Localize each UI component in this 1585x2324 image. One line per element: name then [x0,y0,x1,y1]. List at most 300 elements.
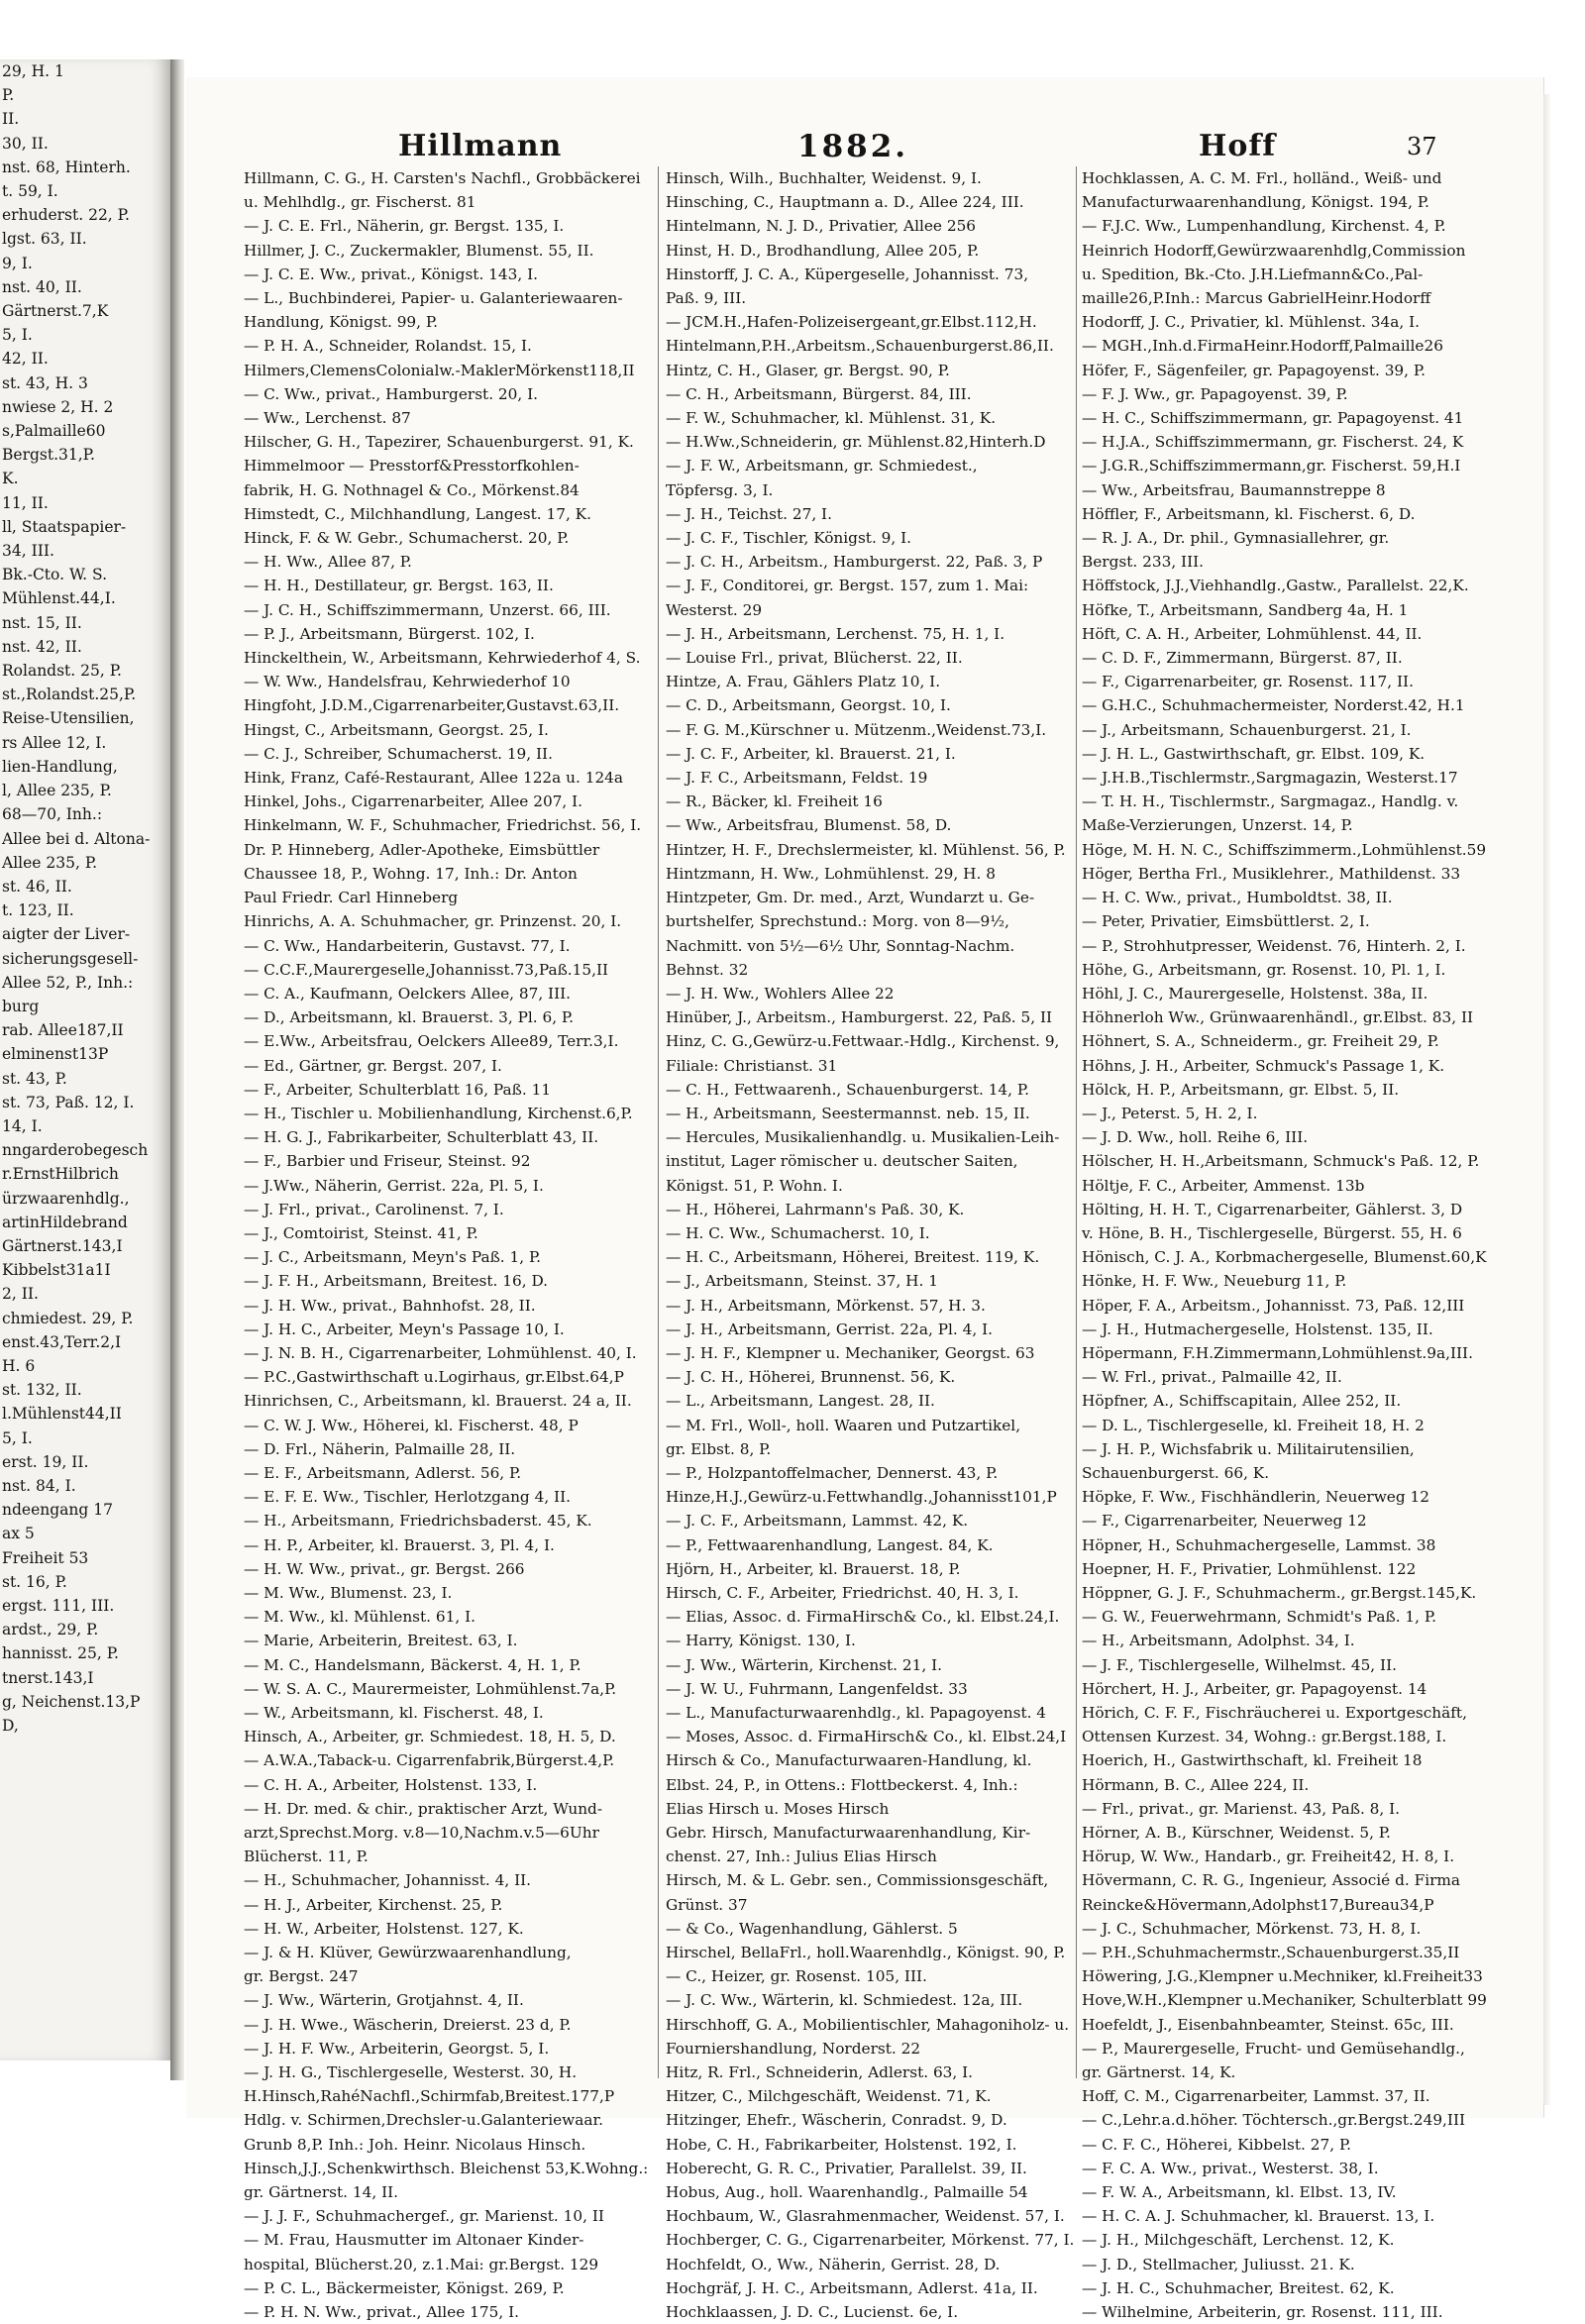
directory-entry: — W. Frl., privat., Palmaille 42, II. [1082,1368,1342,1387]
book-gutter [170,59,184,2080]
directory-entry: Elbst. 24, P., in Ottens.: Flottbeckerst. 4, Inh.: [666,1775,1018,1794]
directory-entry: — Ed., Gärtner, gr. Bergst. 207, I. [244,1056,502,1075]
left-facing-page-fragment [0,59,172,2060]
directory-entry: Hintzer, H. F., Drechslermeister, kl. Mühlenst. 56, P. [666,840,1066,859]
directory-column-1 [244,166,649,2322]
left-page-text-fragment: lgst. 63, II. [2,230,87,249]
directory-entry: — J. H. C., Arbeiter, Meyn's Passage 10, I. [244,1320,565,1338]
directory-entry: chenst. 27, Inh.: Julius Elias Hirsch [666,1848,937,1866]
directory-entry: — H. C. Ww., Schumacherst. 10, I. [666,1223,930,1242]
directory-entry: Gebr. Hirsch, Manufacturwaarenhandlung, Kir- [666,1824,1031,1843]
directory-entry: — P.C.,Gastwirthschaft u.Logirhaus, gr.Elbst.64,P [244,1368,624,1387]
directory-entry: — P., Holzpantoffelmacher, Dennerst. 43, P. [666,1463,999,1482]
directory-entry: Höppner, G. J. F., Schuhmacherm., gr.Bergst.145,K. [1082,1583,1477,1602]
directory-entry: Hövermann, C. R. G., Ingenieur, Associé d. Firma [1082,1871,1461,1890]
directory-entry: — J., Peterst. 5, H. 2, I. [1082,1104,1258,1122]
directory-entry: Hinckelthein, W., Arbeitsmann, Kehrwiederhof 4, S. [244,649,641,668]
directory-entry: Höffstock, J.J.,Viehhandlg.,Gastw., Parallelst. 22,K. [1082,577,1469,595]
directory-entry: — P. H. N. Ww., privat., Allee 175, I. [244,2303,519,2322]
directory-entry: — J. H., Arbeitsmann, Gerrist. 22a, Pl. 4, I. [666,1320,993,1338]
directory-entry: — C. H. A., Arbeiter, Holstenst. 133, I. [244,1775,538,1794]
directory-entry: Hirsch, C. F., Arbeiter, Friedrichst. 40, H. 3, I. [666,1583,1019,1602]
directory-entry: — L., Arbeitsmann, Langest. 28, II. [666,1392,935,1411]
directory-entry: H.Hinsch,RahéNachfl.,Schirmfab,Breitest.177,P [244,2087,615,2106]
directory-entry: Höltje, F. C., Arbeiter, Ammenst. 13b [1082,1176,1365,1195]
directory-entry: — H. Dr. med. & chir., praktischer Arzt, Wund- [244,1799,603,1818]
left-page-text-fragment: st. 73, Paß. 12, I. [2,1093,135,1111]
directory-entry: — JCM.H.,Hafen-Polizeisergeant,gr.Elbst.112,H. [666,313,1037,332]
left-page-text-fragment: Bergst.31,P. [2,446,95,465]
directory-entry: Bergst. 233, III. [1082,553,1205,572]
directory-entry: — Louise Frl., privat, Blücherst. 22, II. [666,649,963,668]
directory-entry: burtshelfer, Sprechstund.: Morg. von 8—9½, [666,912,1009,931]
directory-entry: Hinsching, C., Hauptmann a. D., Allee 224, III. [666,193,1024,212]
directory-entry: Hinst, H. D., Brodhandlung, Allee 205, P. [666,241,980,260]
directory-entry: Hinkel, Johs., Cigarrenarbeiter, Allee 207, I. [244,792,583,811]
directory-entry: — H. C. Ww., privat., Humboldtst. 38, II. [1082,889,1393,907]
directory-entry: — J. H. P., Wichsfabrik u. Militairutensilien, [1082,1439,1415,1458]
directory-entry: — C. Ww., privat., Hamburgerst. 20, I. [244,384,539,403]
directory-entry: Hdlg. v. Schirmen,Drechsler-u.Galanteriewaar. [244,2111,603,2130]
directory-entry: — P.H.,Schuhmachermstr.,Schauenburgerst.35,II [1082,1944,1460,1962]
directory-entry: — P. J., Arbeitsmann, Bürgerst. 102, I. [244,624,535,643]
directory-entry: Elias Hirsch u. Moses Hirsch [666,1799,890,1818]
left-page-text-fragment: P. [2,86,15,105]
directory-entry: — J. H. C., Schuhmacher, Breitest. 62, K. [1082,2278,1395,2297]
left-page-text-fragment: chmiedest. 29, P. [2,1309,134,1327]
left-page-text-fragment: elminenst13P [2,1045,109,1064]
directory-entry: Hinüber, J., Arbeitsm., Hamburgerst. 22, Paß. 5, II [666,1008,1053,1027]
directory-entry: — Frl., privat., gr. Marienst. 43, Paß. 8, I. [1082,1799,1401,1818]
directory-entry: — J. H. Wwe., Wäscherin, Dreierst. 23 d, P. [244,2015,572,2034]
directory-entry: — J., Arbeitsmann, Schauenburgerst. 21, I. [1082,720,1412,739]
directory-entry: — W. Ww., Handelsfrau, Kehrwiederhof 10 [244,673,571,691]
directory-entry: — J. H. G., Tischlergeselle, Westerst. 30, H. [244,2063,578,2082]
left-page-text-fragment: g, Neichenst.13,P [2,1692,141,1711]
directory-entry: Hoepner, H. F., Privatier, Lohmühlenst. 122 [1082,1559,1417,1578]
left-page-text-fragment: t. 123, II. [2,901,74,920]
directory-entry: Hölting, H. H. T., Cigarrenarbeiter, Gählerst. 3, D [1082,1200,1463,1218]
directory-entry: Hirsch, M. & L. Gebr. sen., Commissionsgeschäft, [666,1871,1049,1890]
left-page-text-fragment: lien-Handlung, [2,757,118,776]
directory-entry: Hoff, C. M., Cigarrenarbeiter, Lammst. 37, II. [1082,2087,1430,2106]
page-header [186,129,1543,168]
left-page-text-fragment: r.ErnstHilbrich [2,1165,119,1184]
directory-entry: — R. J. A., Dr. phil., Gymnasiallehrer, gr. [1082,529,1390,548]
header-last-entry: Hoff [1199,129,1277,163]
directory-entry: gr. Gärtnerst. 14, II. [244,2183,399,2202]
left-page-text-fragment: rab. Allee187,II [2,1021,124,1040]
directory-entry: — H. W. Ww., privat., gr. Bergst. 266 [244,1559,525,1578]
directory-entry: Hochbaum, W., Glasrahmenmacher, Weidenst. 57, I. [666,2207,1065,2226]
directory-entry: Grünst. 37 [666,1895,748,1914]
directory-entry: Fourniershandlung, Norderst. 22 [666,2039,921,2058]
directory-entry: — Marie, Arbeiterin, Breitest. 63, I. [244,1632,518,1650]
directory-entry: Hinz, C. G.,Gewürz-u.Fettwaar.-Hdlg., Kirchenst. 9, [666,1032,1060,1051]
directory-entry: — J. H. Ww., Wohlers Allee 22 [666,984,895,1003]
directory-entry: — Ww., Lerchenst. 87 [244,409,411,428]
directory-entry: Schauenburgerst. 66, K. [1082,1463,1270,1482]
directory-entry: — Elias, Assoc. d. FirmaHirsch& Co., kl. Elbst.24,I. [666,1608,1060,1627]
left-page-text-fragment: artinHildebrand [2,1213,128,1231]
directory-entry: Hintelmann, N. J. D., Privatier, Allee 256 [666,217,977,236]
directory-entry: Dr. P. Hinneberg, Adler-Apotheke, Eimsbüttler [244,840,600,859]
directory-entry: Hintzmann, H. Ww., Lohmühlenst. 29, H. 8 [666,864,996,883]
directory-entry: — J. F. W., Arbeitsmann, gr. Schmiedest., [666,457,978,475]
directory-entry: Hingfoht, J.D.M.,Cigarrenarbeiter,Gustavst.63,II. [244,696,620,715]
left-page-text-fragment: t. 59, I. [2,182,58,201]
directory-entry: Hilscher, G. H., Tapezirer, Schauenburgerst. 91, K. [244,433,634,452]
directory-entry: — W. S. A. C., Maurermeister, Lohmühlenst.7a,P. [244,1679,617,1698]
directory-entry: — C.C.F.,Maurergeselle,Johannisst.73,Paß.15,II [244,960,609,979]
directory-entry: — H. J., Arbeiter, Kirchenst. 25, P. [244,1895,503,1914]
directory-entry: Hinstorff, J. C. A., Küpergeselle, Johannisst. 73, [666,264,1029,283]
directory-entry: — J. J. F., Schuhmachergef., gr. Marienst. 10, II [244,2207,604,2226]
left-page-text-fragment: st. 43, P. [2,1069,67,1088]
directory-entry: Blücherst. 11, P. [244,1848,369,1866]
directory-entry: Hirschel, BellaFrl., holl.Waarenhdlg., Königst. 90, P. [666,1944,1066,1962]
directory-entry: — J. H., Arbeitsmann, Mörkenst. 57, H. 3. [666,1296,986,1315]
directory-entry: Hinkelmann, W. F., Schuhmacher, Friedrichst. 56, I. [244,816,642,835]
directory-entry: — J. C. H., Arbeitsm., Hamburgerst. 22, Paß. 3, P [666,553,1043,572]
directory-entry: — H.Ww.,Schneiderin, gr. Mühlenst.82,Hinterh.D [666,433,1046,452]
directory-entry: Hink, Franz, Café-Restaurant, Allee 122a u. 124a [244,769,624,788]
header-year: 1882. [797,129,909,164]
directory-entry: — C. J., Schreiber, Schumacherst. 19, II. [244,744,553,763]
directory-entry: — J. F. H., Arbeitsmann, Breitest. 16, D. [244,1272,549,1291]
directory-entry: — C. Ww., Handarbeiterin, Gustavst. 77, I. [244,936,571,955]
left-page-text-fragment: 5, I. [2,326,33,345]
directory-entry: — J. H., Milchgeschäft, Lerchenst. 12, K. [1082,2231,1395,2250]
directory-entry: — H.J.A., Schiffszimmermann, gr. Fischerst. 24, K [1082,433,1464,452]
directory-entry: u. Spedition, Bk.-Cto. J.H.Liefmann&Co.,Pal- [1082,264,1424,283]
page-edge [1543,94,1551,2105]
left-page-text-fragment: sicherungsgesell- [2,949,139,968]
directory-entry: Höge, M. H. N. C., Schiffszimmerm.,Lohmühlenst.59 [1082,840,1487,859]
directory-entry: Chaussee 18, P., Wohng. 17, Inh.: Dr. Anton [244,864,578,883]
directory-entry: — J., Comtoirist, Steinst. 41, P. [244,1223,478,1242]
directory-entry: Hinsch,J.J.,Schenkwirthsch. Bleichenst 53,K.Wohng.: [244,2159,649,2177]
left-page-text-fragment: Kibbelst31a1I [2,1261,111,1280]
directory-entry: — F. W. A., Arbeitsmann, kl. Elbst. 13, IV. [1082,2183,1397,2202]
directory-page [186,77,1544,2322]
directory-entry: Hitzer, C., Milchgeschäft, Weidenst. 71, K. [666,2087,992,2106]
directory-entry: — Hercules, Musikalienhandlg. u. Musikalien-Leih- [666,1128,1060,1147]
directory-entry: — M. Ww., Blumenst. 23, I. [244,1583,453,1602]
directory-entry: — H. C., Arbeitsmann, Höherei, Breitest. 119, K. [666,1248,1040,1267]
left-page-text-fragment: ndeengang 17 [2,1501,113,1520]
directory-entry: — H. G. J., Fabrikarbeiter, Schulterblatt 43, II. [244,1128,599,1147]
directory-entry: Hitz, R. Frl., Schneiderin, Adlerst. 63, I. [666,2063,974,2082]
directory-entry: Nachmitt. von 5½—6½ Uhr, Sonntag-Nachm. [666,936,1015,955]
directory-entry: — J. F. C., Arbeitsmann, Feldst. 19 [666,769,928,788]
directory-entry: — J.H.B.,Tischlermstr.,Sargmagazin, Westerst.17 [1082,769,1458,788]
left-page-text-fragment: nst. 68, Hinterh. [2,158,131,176]
left-page-text-fragment: 11, II. [2,493,49,512]
left-page-text-fragment: Freiheit 53 [2,1548,89,1567]
directory-entry: — L., Manufacturwaarenhdlg., kl. Papagoyenst. 4 [666,1704,1047,1722]
left-page-text-fragment: st. 43, H. 3 [2,373,88,392]
directory-entry: Hoerich, H., Gastwirthschaft, kl. Freiheit 18 [1082,1751,1423,1770]
directory-entry: Hochberger, C. G., Cigarrenarbeiter, Mörkenst. 77, I. [666,2231,1075,2250]
directory-entry: — M. Ww., kl. Mühlenst. 61, I. [244,1608,476,1627]
directory-entry: — Peter, Privatier, Eimsbüttlerst. 2, I. [1082,912,1370,931]
directory-entry: — H., Arbeitsmann, Adolphst. 34, I. [1082,1632,1355,1650]
directory-entry: Paß. 9, III. [666,289,747,308]
column-rule [658,166,659,2078]
left-page-text-fragment: ergst. 111, III. [2,1597,115,1615]
directory-entry: — J. C. H., Schiffszimmermann, Unzerst. 66, III. [244,600,611,619]
directory-entry: Hörup, W. Ww., Handarb., gr. Freiheit42, H. 8, I. [1082,1848,1455,1866]
directory-entry: — D., Arbeitsmann, kl. Brauerst. 3, Pl. 6, P. [244,1008,574,1027]
directory-entry: — H. C., Schiffszimmermann, gr. Papagoyenst. 41 [1082,409,1464,428]
directory-entry: Hinsch, Wilh., Buchhalter, Weidenst. 9, I. [666,169,982,187]
directory-entry: — H. C. A. J. Schuhmacher, kl. Brauerst. 13, I. [1082,2207,1435,2226]
directory-entry: — J. H., Arbeitsmann, Lerchenst. 75, H. 1, I. [666,624,1005,643]
left-page-text-fragment: Gärtnerst.7,K [2,302,109,321]
directory-entry: Westerst. 29 [666,600,763,619]
directory-entry: — E.Ww., Arbeitsfrau, Oelckers Allee89, Terr.3,I. [244,1032,619,1051]
directory-entry: gr. Bergst. 247 [244,1967,359,1986]
directory-entry: Höfke, T., Arbeitsmann, Sandberg 4a, H. 1 [1082,600,1409,619]
left-page-text-fragment: st. 132, II. [2,1381,82,1400]
directory-entry: — J. H. Ww., privat., Bahnhofst. 28, II. [244,1296,536,1315]
directory-entry: — J.Ww., Näherin, Gerrist. 22a, Pl. 5, I. [244,1176,544,1195]
directory-entry: — J. C. E. Ww., privat., Königst. 143, I. [244,264,538,283]
left-page-text-fragment: K. [2,470,19,488]
directory-entry: Hönisch, C. J. A., Korbmachergeselle, Blumenst.60,K [1082,1248,1487,1267]
directory-entry: — F., Barbier und Friseur, Steinst. 92 [244,1152,531,1171]
directory-entry: Höger, Bertha Frl., Musiklehrer., Mathildenst. 33 [1082,864,1461,883]
page-number: 37 [1407,133,1437,160]
directory-entry: Hörich, C. F. F., Fischräucherei u. Exportgeschäft, [1082,1704,1467,1722]
directory-entry: Hochgräf, J. H. C., Arbeitsmann, Adlerst. 41a, II. [666,2278,1038,2297]
header-first-entry: Hillmann [398,129,563,163]
directory-entry: Töpfersg. 3, I. [666,480,774,499]
left-page-text-fragment: 2, II. [2,1285,39,1304]
left-page-text-fragment: nwiese 2, H. 2 [2,397,114,416]
column-rule [1076,166,1077,2078]
directory-entry: — J. C. F., Arbeiter, kl. Brauerst. 21, I. [666,744,956,763]
directory-entry: — J.G.R.,Schiffszimmermann,gr. Fischerst. 59,H.I [1082,457,1461,475]
directory-column-2 [666,166,1075,2322]
directory-entry: Höpner, H., Schuhmachergeselle, Lammst. 38 [1082,1535,1436,1554]
directory-entry: — M. Frau, Hausmutter im Altonaer Kinder- [244,2231,584,2250]
left-page-text-fragment: erst. 19, II. [2,1452,89,1471]
directory-entry: institut, Lager römischer u. deutscher Saiten, [666,1152,1018,1171]
directory-entry: Höhe, G., Arbeitsmann, gr. Rosenst. 10, Pl. 1, I. [1082,960,1446,979]
directory-entry: Hochklassen, A. C. M. Frl., holländ., Weiß- und [1082,169,1442,187]
directory-entry: — J. C., Arbeitsmann, Meyn's Paß. 1, P. [244,1248,542,1267]
directory-entry: v. Höne, B. H., Tischlergeselle, Bürgerst. 55, H. 6 [1082,1223,1462,1242]
directory-entry: — J. D., Stellmacher, Juliusst. 21. K. [1082,2255,1355,2273]
directory-entry: Hoefeldt, J., Eisenbahnbeamter, Steinst. 65c, III. [1082,2015,1454,2034]
left-page-text-fragment: ardst., 29, P. [2,1621,99,1639]
directory-entry: — H. P., Arbeiter, kl. Brauerst. 3, Pl. 4, I. [244,1535,555,1554]
left-page-text-fragment: aigter der Liver- [2,925,131,944]
left-page-text-fragment: Allee bei d. Altona- [2,829,151,848]
directory-entry: — R., Bäcker, kl. Freiheit 16 [666,792,883,811]
directory-entry: — & Co., Wagenhandlung, Gählerst. 5 [666,1919,958,1938]
directory-entry: Hörchert, H. J., Arbeiter, gr. Papagoyenst. 14 [1082,1679,1427,1698]
directory-entry: Hirschhoff, G. A., Mobilientischler, Mahagoniholz- u. [666,2015,1070,2034]
directory-entry: — J. H., Teichst. 27, I. [666,504,832,523]
left-page-text-fragment: hannisst. 25, P. [2,1644,119,1663]
directory-entry: — F., Arbeiter, Schulterblatt 16, Paß. 11 [244,1080,552,1099]
left-page-text-fragment: 9, I. [2,254,33,272]
directory-entry: — J. H. L., Gastwirthschaft, gr. Elbst. 109, K. [1082,744,1426,763]
directory-entry: Hove,W.H.,Klempner u.Mechaniker, Schulterblatt 99 [1082,1991,1487,2010]
directory-entry: — Ww., Arbeitsfrau, Blumenst. 58, D. [666,816,952,835]
directory-entry: — J. Frl., privat., Carolinenst. 7, I. [244,1200,504,1218]
directory-entry: maille26,P.Inh.: Marcus GabrielHeinr.Hodorff [1082,289,1431,308]
left-page-text-fragment: rs Allee 12, I. [2,733,107,752]
directory-entry: Himstedt, C., Milchhandlung, Langest. 17, K. [244,504,591,523]
directory-entry: Höhnerloh Ww., Grünwaarenhändl., gr.Elbst. 83, II [1082,1008,1474,1027]
directory-entry: — J. H., Hutmachergeselle, Holstenst. 135, II. [1082,1320,1433,1338]
left-page-text-fragment: 68—70, Inh.: [2,805,103,824]
directory-entry: — C. W. J. Ww., Höherei, kl. Fischerst. 48, P [244,1416,579,1434]
directory-entry: hospital, Blücherst.20, z.1.Mai: gr.Bergst. 129 [244,2255,599,2273]
directory-entry: Ottensen Kurzest. 34, Wohng.: gr.Bergst.188, I. [1082,1728,1447,1746]
left-page-text-fragment: l.Mühlenst44,II [2,1405,122,1424]
directory-entry: — J. F., Conditorei, gr. Bergst. 157, zum 1. Mai: [666,577,1029,595]
directory-entry: — H. W., Arbeiter, Holstenst. 127, K. [244,1919,524,1938]
left-page-text-fragment: Allee 52, P., Inh.: [2,973,134,992]
directory-entry: Hölck, H. P., Arbeitsmann, gr. Elbst. 5, II. [1082,1080,1400,1099]
left-page-text-fragment: Reise-Utensilien, [2,709,135,728]
directory-entry: — Moses, Assoc. d. FirmaHirsch& Co., kl. Elbst.24,I [666,1728,1067,1746]
directory-entry: Grunb 8,P. Inh.: Joh. Heinr. Nicolaus Hinsch. [244,2135,586,2154]
directory-entry: — C. H., Arbeitsmann, Bürgerst. 84, III. [666,384,972,403]
directory-entry: Paul Friedr. Carl Hinneberg [244,889,459,907]
left-page-text-fragment: H. 6 [2,1356,36,1375]
directory-entry: — F. J. Ww., gr. Papagoyenst. 39, P. [1082,384,1348,403]
left-page-text-fragment: enst.43,Terr.2,I [2,1332,122,1351]
directory-entry: — L., Buchbinderei, Papier- u. Galanteriewaaren- [244,289,623,308]
directory-entry: Hilmers,ClemensColonialw.-MaklerMörkenst118,II [244,361,635,379]
directory-entry: Hinrichsen, C., Arbeitsmann, kl. Brauerst. 24 a, II. [244,1392,632,1411]
directory-entry: — C. A., Kaufmann, Oelckers Allee, 87, III. [244,984,572,1003]
left-page-text-fragment: 14, I. [2,1116,43,1135]
directory-entry: Höhnert, S. A., Schneiderm., gr. Freiheit 29, P. [1082,1032,1439,1051]
directory-entry: — Ww., Arbeitsfrau, Baumannstreppe 8 [1082,480,1386,499]
directory-entry: — P., Fettwaarenhandlung, Langest. 84, K. [666,1535,994,1554]
directory-entry: Hölscher, H. H.,Arbeitsmann, Schmuck's Paß. 12, P. [1082,1152,1480,1171]
directory-entry: — H. Ww., Allee 87, P. [244,553,412,572]
directory-entry: — P. C. L., Bäckermeister, Königst. 269, P. [244,2278,565,2297]
directory-entry: Hintz, C. H., Glaser, gr. Bergst. 90, P. [666,361,950,379]
directory-entry: — F., Cigarrenarbeiter, gr. Rosenst. 117, II. [1082,673,1414,691]
directory-entry: — J. W. U., Fuhrmann, Langenfeldst. 33 [666,1679,968,1698]
left-page-text-fragment: nst. 15, II. [2,613,82,632]
directory-entry: Hillmer, J. C., Zuckermakler, Blumenst. 55, II. [244,241,594,260]
directory-entry: — T. H. H., Tischlermstr., Sargmagaz., Handlg. v. [1082,792,1459,811]
directory-entry: — D. Frl., Näherin, Palmaille 28, II. [244,1439,516,1458]
directory-entry: — F.J.C. Ww., Lumpenhandlung, Kirchenst. 4, P. [1082,217,1446,236]
directory-entry: — J. N. B. H., Cigarrenarbeiter, Lohmühlenst. 40, I. [244,1343,637,1362]
directory-entry: — J. C. Ww., Wärterin, kl. Schmiedest. 12a, III. [666,1991,1023,2010]
directory-entry: Behnst. 32 [666,960,749,979]
left-page-text-fragment: l, Allee 235, P. [2,782,112,800]
directory-entry: Hjörn, H., Arbeiter, kl. Brauerst. 18, P. [666,1559,961,1578]
directory-entry: Heinrich Hodorff,Gewürzwaarenhdlg,Commission [1082,241,1466,260]
directory-entry: Hinrichs, A. A. Schuhmacher, gr. Prinzenst. 20, I. [244,912,622,931]
left-page-text-fragment: nngarderobegesch [2,1141,149,1160]
directory-entry: Filiale: Christianst. 31 [666,1056,838,1075]
directory-entry: Höft, C. A. H., Arbeiter, Lohmühlenst. 44, II. [1082,624,1423,643]
directory-entry: — H., Höherei, Lahrmann's Paß. 30, K. [666,1200,965,1218]
directory-entry: Hörmann, B. C., Allee 224, II. [1082,1775,1310,1794]
directory-entry: Hochfeldt, O., Ww., Näherin, Gerrist. 28, D. [666,2255,1001,2273]
directory-entry: — H., Arbeitsmann, Friedrichsbaderst. 45, K. [244,1512,592,1531]
directory-entry: Königst. 51, P. Wohn. I. [666,1176,843,1195]
directory-entry: Handlung, Königst. 99, P. [244,313,438,332]
directory-entry: Hintze, A. Frau, Gählers Platz 10, I. [666,673,941,691]
left-page-text-fragment: nst. 40, II. [2,277,82,296]
directory-entry: — W., Arbeitsmann, kl. Fischerst. 48, I. [244,1704,544,1722]
left-page-text-fragment: erhuderst. 22, P. [2,206,130,225]
directory-entry: — G.H.C., Schuhmachermeister, Norderst.42, H.1 [1082,696,1465,715]
directory-entry: Höffler, F., Arbeitsmann, kl. Fischerst. 6, D. [1082,504,1416,523]
directory-entry: Hirsch & Co., Manufacturwaaren-Handlung, kl. [666,1751,1032,1770]
directory-entry: Himmelmoor — Presstorf&Presstorfkohlen- [244,457,580,475]
directory-entry: gr. Gärtnerst. 14, K. [1082,2063,1236,2082]
directory-entry: — P., Strohhutpresser, Weidenst. 76, Hinterh. 2, I. [1082,936,1466,955]
directory-entry: Reincke&Hövermann,Adolphst17,Bureau34,P [1082,1895,1434,1914]
directory-entry: — J. C. F., Arbeitsmann, Lammst. 42, K. [666,1512,969,1531]
directory-entry: — C.,Lehr.a.d.höher. Töchtersch.,gr.Bergst.249,III [1082,2111,1466,2130]
directory-entry: — J. C., Schuhmacher, Mörkenst. 73, H. 8, I. [1082,1919,1422,1938]
directory-entry: Hillmann, C. G., H. Carsten's Nachfl., Grobbäckerei [244,169,641,187]
directory-entry: — F. G. M.,Kürschner u. Mützenm.,Weidenst.73,I. [666,720,1047,739]
directory-entry: Höpke, F. Ww., Fischhändlerin, Neuerweg 12 [1082,1488,1429,1507]
left-page-text-fragment: 5, I. [2,1428,33,1447]
left-page-text-fragment: 34, III. [2,542,54,561]
directory-entry: — P., Maurergeselle, Frucht- und Gemüsehandlg., [1082,2039,1465,2058]
directory-entry: Maße-Verzierungen, Unzerst. 14, P. [1082,816,1353,835]
directory-entry: — E. F., Arbeitsmann, Adlerst. 56, P. [244,1463,522,1482]
directory-entry: — H., Arbeitsmann, Seestermannst. neb. 15, II. [666,1104,1030,1122]
directory-entry: Höhns, J. H., Arbeiter, Schmuck's Passage 1, K. [1082,1056,1445,1075]
left-page-text-fragment: 29, H. 1 [2,62,64,80]
directory-entry: Hintelmann,P.H.,Arbeitsm.,Schauenburgerst.86,II. [666,337,1054,356]
directory-entry: — J. H. F. Ww., Arbeiterin, Georgst. 5, I. [244,2039,550,2058]
left-page-text-fragment: s,Palmaille60 [2,422,106,441]
directory-entry: — C. H., Fettwaarenh., Schauenburgerst. 14, P. [666,1080,1029,1099]
directory-entry: Hinze,H.J.,Gewürz-u.Fettwhandlg.,Johannisst101,P [666,1488,1057,1507]
directory-entry: Höpfner, A., Schiffscapitain, Allee 252, II. [1082,1392,1402,1411]
left-page-text-fragment: 42, II. [2,350,49,369]
directory-entry: — C. D. F., Zimmermann, Bürgerst. 87, II. [1082,649,1403,668]
directory-entry: — J. Ww., Wärterin, Kirchenst. 21, I. [666,1655,942,1674]
directory-entry: — MGH.,Inh.d.FirmaHeinr.Hodorff,Palmaille26 [1082,337,1443,356]
directory-entry: — F. C. A. Ww., privat., Westerst. 38, I. [1082,2159,1379,2177]
directory-entry: — J. Ww., Wärterin, Grotjahnst. 4, II. [244,1991,524,2010]
left-page-text-fragment: Mühlenst.44,I. [2,589,116,608]
directory-entry: — J. & H. Klüver, Gewürzwaarenhandlung, [244,1944,572,1962]
left-page-text-fragment: Gärtnerst.143,I [2,1236,123,1255]
directory-entry: u. Mehlhdlg., gr. Fischerst. 81 [244,193,476,212]
directory-entry: Hörner, A. B., Kürschner, Weidenst. 5, P. [1082,1824,1391,1843]
directory-entry: — P. H. A., Schneider, Rolandst. 15, I. [244,337,532,356]
directory-entry: Höper, F. A., Arbeitsm., Johannisst. 73, Paß. 12,III [1082,1296,1465,1315]
directory-entry: — J. H. F., Klempner u. Mechaniker, Georgst. 63 [666,1343,1035,1362]
left-page-text-fragment: burg [2,997,40,1015]
left-page-text-fragment: ax 5 [2,1525,35,1543]
directory-entry: Hinck, F. & W. Gebr., Schumacherst. 20, P. [244,529,570,548]
directory-entry: — J. F., Tischlergeselle, Wilhelmst. 45, II. [1082,1655,1397,1674]
